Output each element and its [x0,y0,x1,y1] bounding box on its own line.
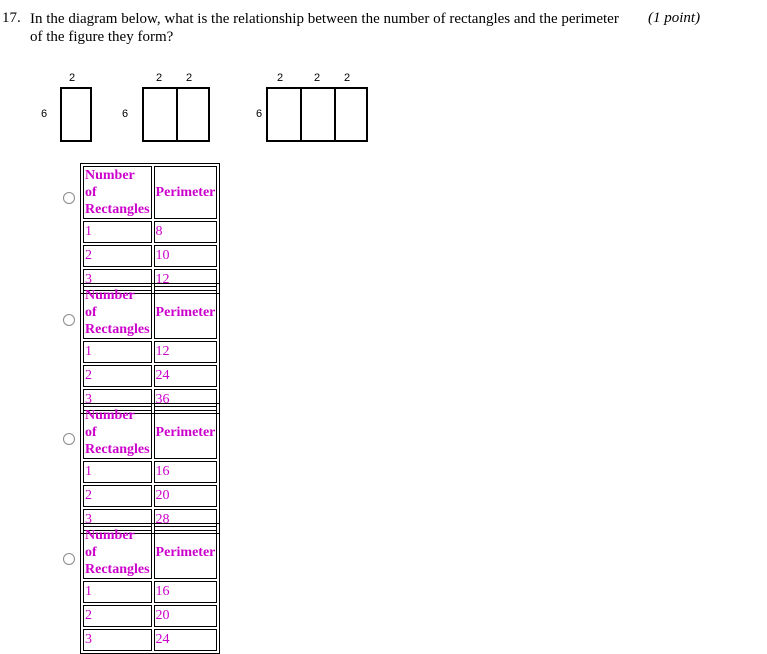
option-table [80,283,220,414]
rectangle [300,87,336,142]
table-cell: 2 [83,605,152,627]
question-number: 17. [2,10,21,26]
table-row [83,605,217,627]
header-number-of-rectangles: Number of Rectangles [85,528,150,577]
header-perimeter: Perimeter [154,286,218,339]
table-cell: 3 [83,629,152,651]
table-row [83,581,217,603]
table-row [83,461,217,483]
rectangle [334,87,368,142]
rectangle [266,87,302,142]
width-label: 2 [156,72,163,84]
table-header-row [83,406,217,459]
radio-button[interactable] [63,553,75,565]
table-header-row [83,286,217,339]
width-label: 2 [277,72,284,84]
table-cell: 3 [83,509,152,531]
table-cell: 1 [83,581,152,603]
header-perimeter: Perimeter [154,166,218,219]
height-label: 6 [256,108,263,120]
table-cell: 2 [83,365,152,387]
rectangle [176,87,210,142]
table-cell: 12 [154,269,218,291]
rectangle [60,87,92,142]
table-header-row [83,166,217,219]
table-cell: 1 [83,221,152,243]
table-cell: 16 [154,581,218,603]
table-row [83,485,217,507]
table-cell: 16 [154,461,218,483]
table-cell: 2 [83,245,152,267]
question-text: In the diagram below, what is the relationship between the number of rectangles and the perimeter of the figure they form? [30,11,619,45]
radio-button[interactable] [63,433,75,445]
table-cell: 8 [154,221,218,243]
table-cell: 1 [83,461,152,483]
width-label: 2 [344,72,351,84]
rectangle [142,87,178,142]
table-cell: 2 [83,485,152,507]
width-label: 2 [69,72,76,84]
option-table [80,163,220,294]
table-cell: 28 [154,509,218,531]
table-row [83,221,217,243]
width-label: 2 [186,72,193,84]
table-cell: 20 [154,605,218,627]
header-number-of-rectangles: Number of Rectangles [85,168,150,217]
table-cell: 3 [83,389,152,411]
table-cell: 24 [154,629,218,651]
table-row [83,629,217,651]
option-table [80,403,220,534]
table-cell: 10 [154,245,218,267]
option-table [80,523,220,654]
table-row [83,365,217,387]
height-label: 6 [122,108,129,120]
radio-button[interactable] [63,192,75,204]
table-cell: 3 [83,269,152,291]
table-row [83,341,217,363]
header-number-of-rectangles: Number of Rectangles [85,408,150,457]
width-label: 2 [314,72,321,84]
header-number-of-rectangles: Number of Rectangles [85,288,150,337]
table-header-row [83,526,217,579]
table-cell: 12 [154,341,218,363]
height-label: 6 [41,108,48,120]
radio-button[interactable] [63,314,75,326]
table-cell: 20 [154,485,218,507]
table-row [83,245,217,267]
header-perimeter: Perimeter [154,406,218,459]
table-cell: 1 [83,341,152,363]
table-cell: 24 [154,365,218,387]
table-cell: 36 [154,389,218,411]
header-perimeter: Perimeter [154,526,218,579]
question-points: (1 point) [648,10,701,26]
